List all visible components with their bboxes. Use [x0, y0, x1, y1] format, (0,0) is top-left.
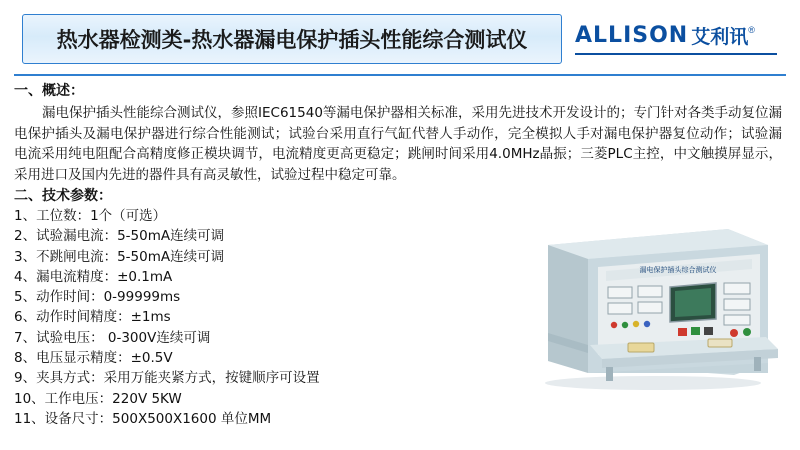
brand-name-cn: 艾利讯	[691, 26, 749, 48]
panel-label: 漏电保护插头综合测试仪	[639, 266, 717, 274]
brand-logo	[575, 22, 785, 62]
list-item: 7、试验电压： 0-300V连续可调	[14, 329, 211, 346]
list-item: 4、漏电流精度：±0.1mA	[14, 268, 173, 285]
overview-paragraph: 漏电保护插头性能综合测试仪，参照IEC61540等漏电保护器相关标准，采用先进技术开发设计的；专门针对各类手动复位漏电保护插头及漏电保护器进行综合性能测试；试验台采用直行气缸代替人手动作，完全模拟人手对漏电保护器复位动作；试验漏电流采用纯电阻配合高精度修正模块调节，电流精度更高更稳定；跳闸时间采用4.0MHz晶振；三菱PLC主控，中文触摸屏显示，采用进口及国内先进的器件具有高灵敏性，试验过程中稳定可靠。	[14, 105, 782, 183]
header-divider	[14, 74, 786, 76]
registered-mark-icon: ®	[748, 25, 755, 36]
product-photo	[528, 215, 783, 395]
list-item: 6、动作时间精度：±1ms	[14, 309, 171, 326]
spec-list	[14, 206, 484, 429]
list-item: 10、工作电压：220V 5KW	[14, 390, 182, 407]
params-heading: 二、技术参数：	[14, 188, 112, 204]
overview-heading: 一、概述：	[14, 83, 84, 99]
list-item: 5、动作时间：0-99999ms	[14, 289, 181, 306]
title-bar	[22, 14, 562, 64]
page-title: 热水器检测类-热水器漏电保护插头性能综合测试仪	[56, 28, 528, 52]
logo-underline	[575, 53, 777, 55]
list-item: 8、电压显示精度：±0.5V	[14, 350, 173, 367]
list-item: 3、不跳闸电流：5-50mA连续可调	[14, 248, 225, 265]
list-item: 1、工位数：1个（可选）	[14, 208, 167, 224]
list-item: 9、夹具方式：采用万能夹紧方式，按键顺序可设置	[14, 370, 320, 387]
list-item: 11、设备尺寸：500X500X1600 单位MM	[14, 410, 272, 427]
brand-name-en: ALLISON	[575, 23, 689, 48]
page-header	[0, 14, 800, 66]
list-item: 2、试验漏电流：5-50mA连续可调	[14, 228, 225, 245]
